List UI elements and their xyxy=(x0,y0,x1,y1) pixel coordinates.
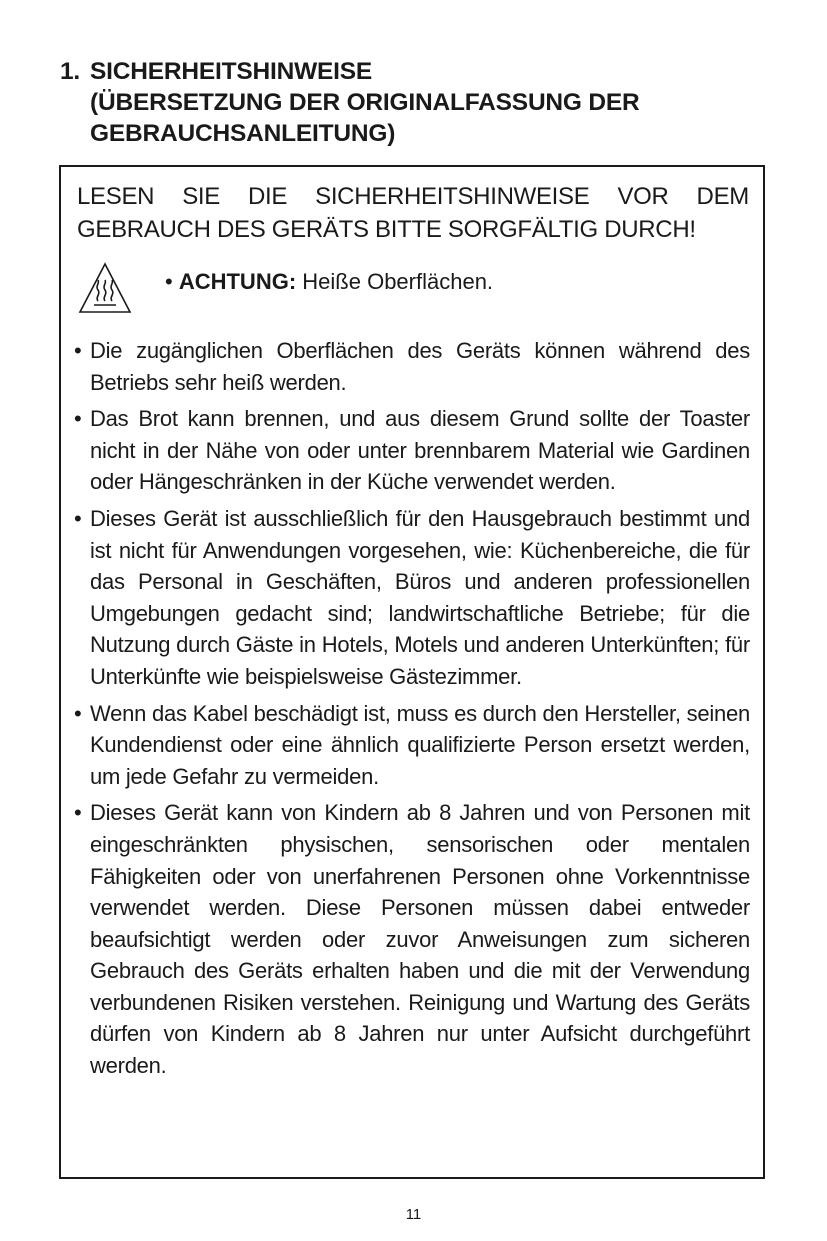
list-item-text: Das Brot kann brennen, und aus diesem Grund sollte der Toaster nicht in der Nähe von oder unter brennbarem Material wie Gardinen oder Hängeschränken in der Küche verwendet werden. xyxy=(90,406,750,495)
list-bullet: • xyxy=(74,505,82,531)
list-bullet: • xyxy=(74,338,82,363)
attention-text: Heiße Oberflächen. xyxy=(302,269,494,294)
safety-box xyxy=(59,165,765,1179)
list-item xyxy=(74,503,750,693)
list-item xyxy=(74,403,750,498)
list-item xyxy=(74,335,750,398)
list-item-text: Dieses Gerät kann von Kindern ab 8 Jahren und von Personen mit eingeschränkten physischen, sensorischen oder mentalen Fähigkeiten oder von unerfahrenen Personen ohne Vorkenntnisse verwendet werden. Diese Personen müssen dabei entweder beaufsichtigt werden oder zuvor Anweisungen zum sicheren Gebrauch des Geräts erhalten haben und die mit der Verwendung verbundenen Risiken verstehen. Reinigung und Wartung des Geräts dürfen von Kindern ab 8 Jahren nur unter Aufsicht durchgeführt werden. xyxy=(90,800,750,1079)
heading-line-3: GEBRAUCHSANLEITUNG) xyxy=(90,120,396,147)
page-number: 11 xyxy=(405,1206,422,1223)
list-item xyxy=(74,797,750,1081)
list-bullet: • xyxy=(74,406,82,432)
heading-line-1: SICHERHEITSHINWEISE xyxy=(90,58,373,85)
section-heading xyxy=(60,56,780,149)
attention-label: ACHTUNG: xyxy=(178,269,297,294)
list-item-text: Wenn das Kabel beschädigt ist, muss es durch den Hersteller, seinen Kundendienst oder eine ähnlich qualifizierte Person ersetzt werden, um jede Gefahr zu vermeiden. xyxy=(90,700,750,789)
section-number: 1. xyxy=(60,58,81,85)
list-bullet: • xyxy=(74,700,82,726)
list-item-text: Dieses Gerät ist ausschließlich für den Hausgebrauch bestimmt und ist nicht für Anwendungen vorgesehen, wie: Küchenbereiche, die für das Personal in Geschäften, Büros und anderen professionellen Umgebungen gedacht sind; landwirtschaftliche Betriebe; für die Nutzung durch Gäste in Hotels, Motels und anderen Unterkünften; für Unterkünfte wie beispielsweise Gästezimmer. xyxy=(90,505,750,689)
attention-bullet: • xyxy=(165,269,173,294)
intro-line-1: LESEN SIE DIE SICHERHEITSHINWEISE VOR DEM xyxy=(77,183,749,210)
list-item-text: Die zugänglichen Oberflächen des Geräts können während des Betriebs sehr heiß werden. xyxy=(90,338,750,395)
intro-line-2: GEBRAUCH DES GERÄTS BITTE SORGFÄLTIG DURCH! xyxy=(77,216,696,243)
hot-surface-warning-icon xyxy=(78,262,132,314)
heading-line-2: (ÜBERSETZUNG DER ORIGINALFASSUNG DER xyxy=(90,89,640,116)
intro-text xyxy=(77,180,749,246)
list-item xyxy=(74,698,750,793)
list-bullet: • xyxy=(74,800,82,826)
attention-line xyxy=(165,267,493,297)
safety-list xyxy=(74,335,750,1082)
